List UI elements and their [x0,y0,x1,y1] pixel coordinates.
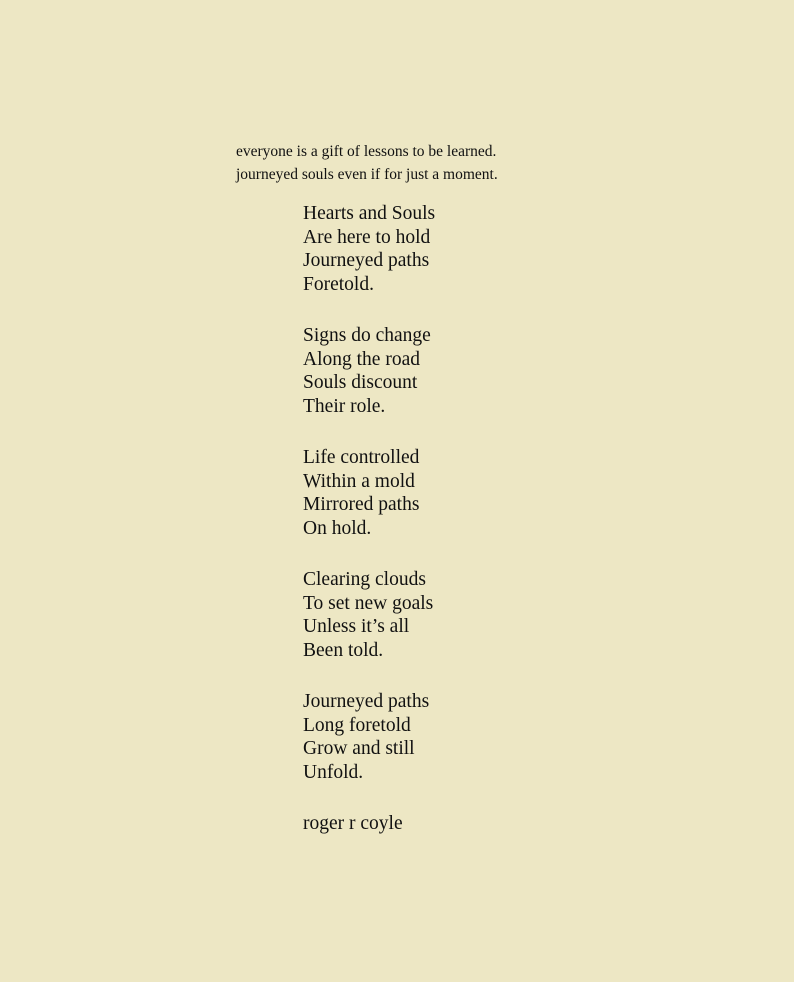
stanza [303,202,435,296]
poem-line: Clearing clouds [303,569,426,590]
epigraph-line: everyone is a gift of lessons to be learned. [236,143,497,160]
poem-line: Along the road [303,348,420,370]
stanza [303,446,435,540]
stanza [303,324,435,418]
epigraph [236,140,498,186]
poem-line: Unless it’s all [303,616,410,637]
poem-line: On hold. [303,517,372,539]
poem-line: Hearts and Souls [303,203,436,224]
poem-line: Signs do change [303,325,431,346]
poem-line: Been told. [303,639,384,661]
poem-line: Are here to hold [303,226,431,248]
poem-line: Long foretold [303,714,411,736]
poem-line: Grow and still [303,738,415,759]
poem-line: Their role. [303,395,386,417]
author-signature: roger r coyle [303,813,403,834]
epigraph-line: journeyed souls even if for just a moment. [236,166,498,183]
poem-line: Journeyed paths [303,250,430,271]
poem-line: Within a mold [303,470,415,492]
poem-line: Foretold. [303,273,374,295]
poem-line: Journeyed paths [303,691,430,712]
poem-line: Unfold. [303,761,364,783]
stanza [303,690,435,784]
poem-line: Life controlled [303,447,420,468]
poem-line: To set new goals [303,592,434,614]
poem-line: Souls discount [303,372,418,393]
stanza [303,568,435,662]
poem-body [303,202,435,836]
poem-line: Mirrored paths [303,494,420,515]
